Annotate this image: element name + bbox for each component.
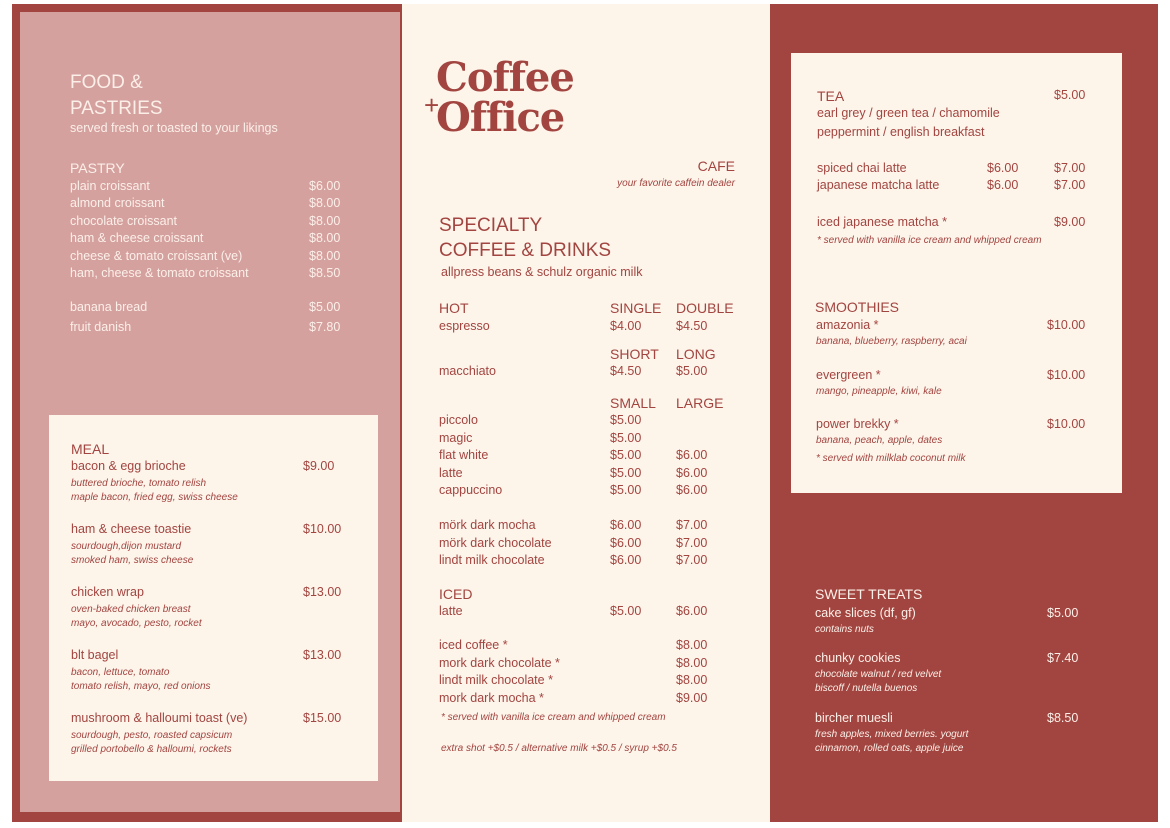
item-name: mörk dark mocha (439, 518, 536, 532)
specialty-title-line2: COFFEE & DRINKS (439, 240, 612, 261)
specialty-title (439, 213, 611, 263)
item-name: amazonia * (816, 318, 879, 332)
iced-matcha-name: iced japanese matcha * (817, 215, 947, 229)
menu-row (439, 483, 739, 500)
meal-desc-1: oven-baked chicken breast (71, 604, 191, 615)
long-heading: LONG (676, 346, 716, 362)
smoothies-note: * served with milklab coconut milk (816, 453, 966, 464)
menu-row (439, 431, 739, 448)
item-name: ham & cheese toastie (71, 522, 192, 536)
item-name: lindt milk chocolate (439, 553, 545, 567)
menu-row (815, 651, 1100, 668)
menu-row (816, 417, 1101, 434)
extras-note: extra shot +$0.5 / alternative milk +$0.5 / syrup +$0.5 (441, 743, 677, 754)
item-name: banana bread (70, 300, 148, 314)
food-subtitle: served fresh or toasted to your likings (70, 121, 278, 135)
item-name: mushroom & halloumi toast (ve) (71, 711, 248, 725)
espresso-name: espresso (439, 319, 490, 333)
specialty-subtitle: allpress beans & schulz organic milk (441, 265, 643, 279)
food-title-line2: PASTRIES (70, 98, 163, 119)
item-price: $6.00 (610, 553, 642, 567)
item-price: $6.00 (676, 465, 708, 480)
espresso-double-price: $4.50 (676, 319, 708, 333)
sweet-desc-1: contains nuts (815, 624, 874, 635)
item-name: ham, cheese & tomato croissant (70, 266, 249, 280)
item-name: cheese & tomato croissant (ve) (70, 248, 243, 263)
menu-row (71, 585, 361, 602)
menu-row (71, 648, 361, 665)
item-price: $5.00 (610, 483, 642, 497)
item-price: $8.00 (309, 231, 341, 246)
item-price: $15.00 (303, 711, 342, 725)
espresso-single-price: $4.00 (610, 319, 642, 333)
specialty-title-line1: SPECIALTY (439, 215, 543, 236)
item-price: $8.00 (309, 213, 341, 228)
item-name: latte (439, 465, 463, 480)
item-name: mörk dark chocolate (439, 535, 552, 550)
logo-coffee: Coffee (436, 54, 574, 101)
menu-row (439, 466, 739, 483)
chai-name: spiced chai latte (817, 161, 907, 175)
meal-desc-1: sourdough, pesto, roasted capsicum (71, 730, 233, 741)
menu-row (70, 179, 350, 196)
item-price: $8.00 (676, 655, 708, 670)
macchiato-name: macchiato (439, 364, 496, 378)
item-name: piccolo (439, 413, 478, 427)
item-price: $6.00 (676, 448, 708, 462)
large-heading: LARGE (676, 395, 724, 411)
hot-heading: HOT (439, 300, 469, 316)
item-price: $7.80 (309, 320, 341, 334)
sweet-desc-2: biscoff / nutella buenos (815, 683, 918, 694)
menu-row (70, 231, 350, 248)
meal-desc-2: mayo, avocado, pesto, rocket (71, 618, 202, 629)
item-name: blt bagel (71, 648, 119, 662)
item-price: $7.00 (676, 518, 708, 532)
meal-heading: MEAL (71, 441, 110, 457)
item-price: $5.00 (610, 413, 642, 427)
meal-desc-1: bacon, lettuce, tomato (71, 667, 170, 678)
iced-matcha-note: * served with vanilla ice cream and whipped cream (817, 235, 1042, 246)
item-name: ham & cheese croissant (70, 231, 204, 246)
small-heading: SMALL (610, 395, 656, 411)
item-price: $8.00 (676, 673, 708, 687)
short-heading: SHORT (610, 346, 659, 362)
menu-row (439, 448, 739, 465)
smoothie-desc: banana, blueberry, raspberry, acai (816, 336, 967, 347)
sweet-desc-1: fresh apples, mixed berries. yogurt (815, 729, 969, 740)
chai-price-1: $6.00 (987, 161, 1019, 175)
pastry-heading: PASTRY (70, 160, 125, 176)
item-name: lindt milk chocolate * (439, 673, 553, 687)
menu-row (70, 249, 350, 266)
item-price: $13.00 (303, 585, 342, 599)
item-price: $5.00 (309, 300, 341, 314)
item-name: almond croissant (70, 196, 165, 211)
menu-row (70, 300, 350, 317)
smoothie-desc: mango, pineapple, kiwi, kale (816, 385, 942, 397)
item-name: chocolate croissant (70, 213, 178, 228)
menu-row (439, 656, 739, 673)
item-price: $10.00 (1047, 417, 1086, 431)
matcha-price-2: $7.00 (1054, 178, 1086, 192)
item-price: $5.00 (1047, 606, 1079, 620)
item-price: $5.00 (610, 465, 642, 480)
item-name: chicken wrap (71, 585, 144, 599)
menu-row (815, 711, 1100, 728)
menu-row (71, 459, 361, 476)
menu-row (439, 673, 739, 690)
item-name: plain croissant (70, 179, 150, 193)
cafe-label: CAFE (697, 158, 735, 174)
meal-desc-2: grilled portobello & halloumi, rockets (71, 744, 232, 755)
item-price: $6.00 (610, 535, 642, 550)
tagline: your favorite caffein dealer (617, 178, 735, 189)
item-name: magic (439, 430, 473, 445)
menu-row (816, 368, 1101, 385)
item-price: $10.00 (1047, 367, 1086, 382)
menu-row (439, 413, 739, 430)
iced-latte-name: latte (439, 604, 463, 618)
iced-latte-small-price: $5.00 (610, 604, 642, 618)
menu-row (439, 638, 739, 655)
meal-desc-1: sourdough,dijon mustard (71, 541, 182, 552)
meal-desc-2: tomato relish, mayo, red onions (71, 681, 211, 692)
item-price: $7.00 (676, 535, 708, 550)
menu-row (71, 711, 361, 728)
tea-price: $5.00 (1054, 88, 1086, 102)
logo-office: Office (436, 94, 565, 141)
meal-desc-1: buttered brioche, tomato relish (71, 478, 207, 489)
meal-desc-2: maple bacon, fried egg, swiss cheese (71, 492, 238, 503)
macchiato-short-price: $4.50 (610, 364, 642, 378)
item-name: cappuccino (439, 483, 503, 497)
item-price: $8.50 (1047, 711, 1079, 725)
iced-latte-large-price: $6.00 (676, 604, 708, 618)
item-price: $5.00 (610, 448, 642, 462)
menu-row (70, 266, 350, 283)
menu-row (71, 522, 361, 539)
iced-matcha-price: $9.00 (1054, 215, 1086, 229)
double-heading: DOUBLE (676, 300, 734, 316)
item-name: evergreen * (816, 367, 881, 382)
menu-row (70, 320, 350, 337)
menu-row (70, 196, 350, 213)
iced-heading: ICED (439, 586, 473, 602)
menu-row (439, 691, 739, 708)
item-name: flat white (439, 448, 489, 462)
item-price: $7.40 (1047, 651, 1079, 665)
item-name: chunky cookies (815, 651, 901, 665)
item-price: $8.00 (309, 248, 341, 263)
food-title-line1: FOOD & (70, 72, 143, 93)
item-price: $5.00 (610, 430, 642, 445)
menu-row (815, 606, 1100, 623)
smoothie-desc: banana, peach, apple, dates (816, 435, 943, 446)
item-price: $8.50 (309, 266, 341, 280)
item-name: power brekky * (816, 417, 899, 431)
logo-plus-icon: + (424, 90, 440, 120)
meal-desc-2: smoked ham, swiss cheese (71, 555, 194, 566)
item-price: $6.00 (676, 483, 708, 497)
item-name: fruit danish (70, 320, 132, 334)
tea-heading: TEA (817, 88, 845, 104)
menu-row (816, 318, 1101, 335)
item-price: $6.00 (610, 518, 642, 532)
sweet-desc-2: cinnamon, rolled oats, apple juice (815, 743, 964, 754)
menu-row (439, 518, 739, 535)
iced-note: * served with vanilla ice cream and whipped cream (441, 712, 666, 723)
food-title (70, 70, 163, 122)
item-price: $6.00 (309, 179, 341, 193)
tea-line2: peppermint / english breakfast (817, 125, 985, 139)
item-price: $9.00 (676, 690, 708, 705)
tea-line1: earl grey / green tea / chamomile (817, 106, 1000, 120)
menu-row (70, 214, 350, 231)
brand-logo (436, 54, 574, 141)
single-heading: SINGLE (610, 300, 662, 316)
menu-row (439, 536, 739, 553)
item-price: $8.00 (309, 196, 341, 211)
item-name: bircher muesli (815, 711, 893, 725)
item-name: cake slices (df, gf) (815, 606, 916, 620)
item-price: $13.00 (303, 648, 342, 662)
smoothies-heading: SMOOTHIES (815, 299, 900, 315)
sweets-heading: SWEET TREATS (815, 586, 923, 602)
item-name: iced coffee * (439, 638, 508, 652)
macchiato-long-price: $5.00 (676, 364, 708, 378)
item-name: mork dark mocha * (439, 690, 544, 705)
item-name: bacon & egg brioche (71, 459, 186, 473)
item-price: $7.00 (676, 553, 708, 567)
chai-price-2: $7.00 (1054, 161, 1086, 175)
sweet-desc-1: chocolate walnut / red velvet (815, 669, 942, 680)
matcha-name: japanese matcha latte (817, 178, 940, 192)
item-price: $10.00 (303, 522, 342, 536)
item-price: $10.00 (1047, 318, 1086, 332)
item-name: mork dark chocolate * (439, 655, 560, 670)
matcha-price-1: $6.00 (987, 178, 1019, 192)
menu-row (439, 553, 739, 570)
item-price: $9.00 (303, 459, 335, 473)
item-price: $8.00 (676, 638, 708, 652)
